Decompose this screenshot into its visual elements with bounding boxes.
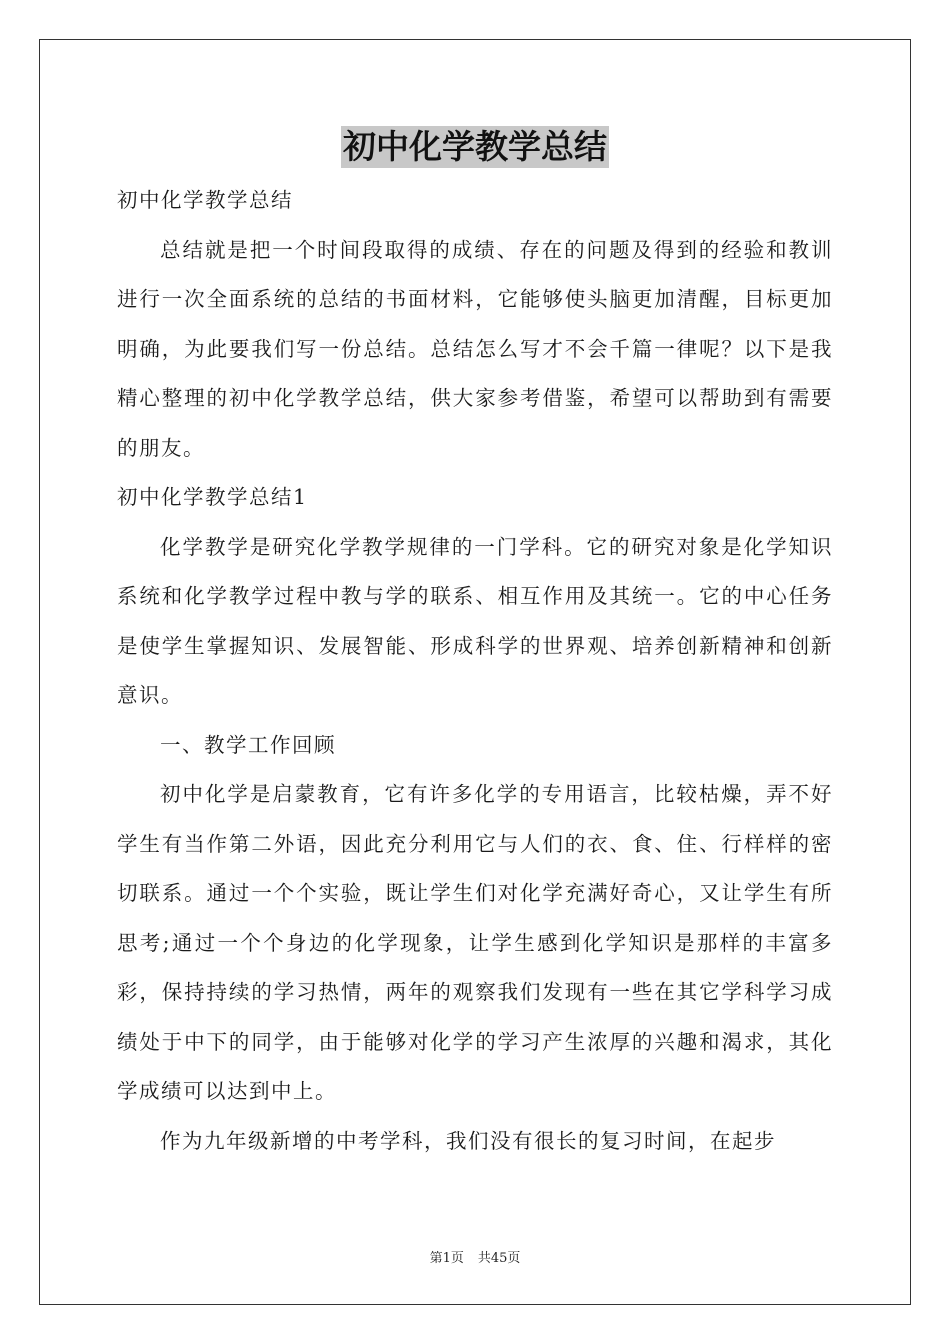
page-total: 共45页 bbox=[477, 1251, 521, 1266]
paragraph-0: 初中化学教学总结 bbox=[117, 188, 293, 212]
paragraph-2: 初中化学教学总结1 bbox=[117, 485, 308, 509]
section-heading: 一、教学工作回顾 bbox=[160, 732, 337, 757]
page-footer bbox=[0, 1247, 950, 1266]
page-number: 第1页 bbox=[429, 1251, 464, 1266]
paragraph-3: 化学教学是研究化学教学规律的一门学科。它的研究对象是化学知识系统和化学教学过程中教与学的联系、相互作用及其统一。它的中心任务是使学生掌握知识、发展智能、形成科学的世界观、培养创新精神和创新意识。 bbox=[117, 534, 833, 707]
document-body bbox=[117, 176, 833, 1166]
paragraph-6: 作为九年级新增的中考学科，我们没有很长的复习时间，在起步 bbox=[160, 1128, 777, 1153]
paragraph-5: 初中化学是启蒙教育，它有许多化学的专用语言，比较枯燥，弄不好学生有当作第二外语，因此充分利用它与人们的衣、食、住、行样样的密切联系。通过一个个实验，既让学生们对化学充满好奇心，又让学生有所思考;通过一个个身边的化学现象，让学生感到化学知识是那样的丰富多彩，保持持续的学习热情，两年的观察我们发现有一些在其它学科学习成绩处于中下的同学，由于能够对化学的学习产生浓厚的兴趣和渴求，其化学成绩可以达到中上。 bbox=[117, 782, 833, 1103]
paragraph-1: 总结就是把一个时间段取得的成绩、存在的问题及得到的经验和教训进行一次全面系统的总结的书面材料，它能够使头脑更加清醒，目标更加明确，为此要我们写一份总结。总结怎么写才不会千篇一律呢？以下是我精心整理的初中化学教学总结，供大家参考借鉴，希望可以帮助到有需要的朋友。 bbox=[117, 237, 833, 460]
document-title: 初中化学教学总结 bbox=[343, 127, 607, 166]
title-area bbox=[0, 126, 950, 168]
